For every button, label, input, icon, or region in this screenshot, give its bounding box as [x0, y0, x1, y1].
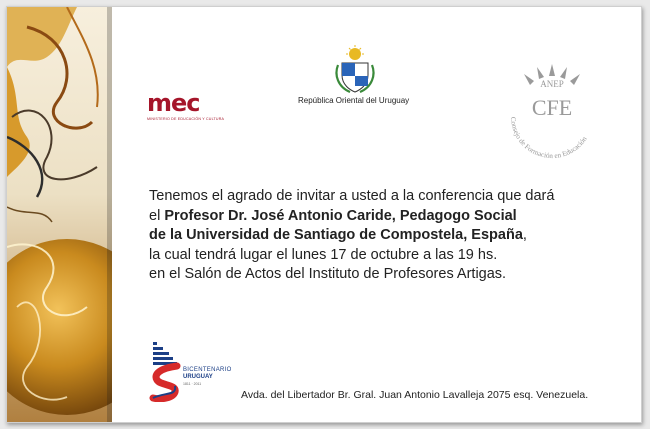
invitation-line-5: en el Salón de Actos del Instituto de Profesores Artigas.	[149, 266, 507, 282]
invitation-line-4: la cual tendrá lugar el lunes 17 de octubre a las 19 hs.	[149, 246, 498, 263]
invitation-line-2: el Profesor Dr. José Antonio Caride, Pedagogo Social	[149, 207, 517, 224]
venue-address: Avda. del Libertador Br. Gral. Juan Antonio Lavalleja 2075 esq. Venezuela.	[241, 389, 589, 401]
cfe-top-label: ANEP	[540, 79, 564, 89]
uruguay-coat-of-arms-icon	[332, 45, 378, 95]
invitation-card	[6, 6, 642, 423]
cfe-ring-text: Consejo de Formación en Educación	[508, 116, 589, 161]
invitation-text	[149, 187, 619, 285]
invitation-line-3: de la Universidad de Santiago de Compostela, España,	[149, 227, 527, 243]
speaker-name: Profesor Dr. José Antonio Caride, Pedagogo Social	[164, 207, 517, 224]
invitation-line-1: Tenemos el agrado de invitar a usted a la conferencia que dará	[149, 188, 555, 204]
mec-logo-word: mec	[147, 89, 200, 117]
mec-logo	[147, 91, 224, 121]
bicentenario-label: BICENTENARIO URUGUAY 1811 · 2011	[183, 367, 232, 386]
republic-label: República Oriental del Uruguay	[298, 96, 410, 105]
mec-logo-subtitle: MINISTERIO DE EDUCACIÓN Y CULTURA	[147, 117, 225, 121]
university-name: de la Universidad de Santiago de Compostela, España	[149, 227, 523, 243]
cfe-logo	[497, 62, 607, 172]
cfe-main-label: CFE	[531, 95, 573, 120]
decorative-art-panel	[7, 7, 112, 422]
